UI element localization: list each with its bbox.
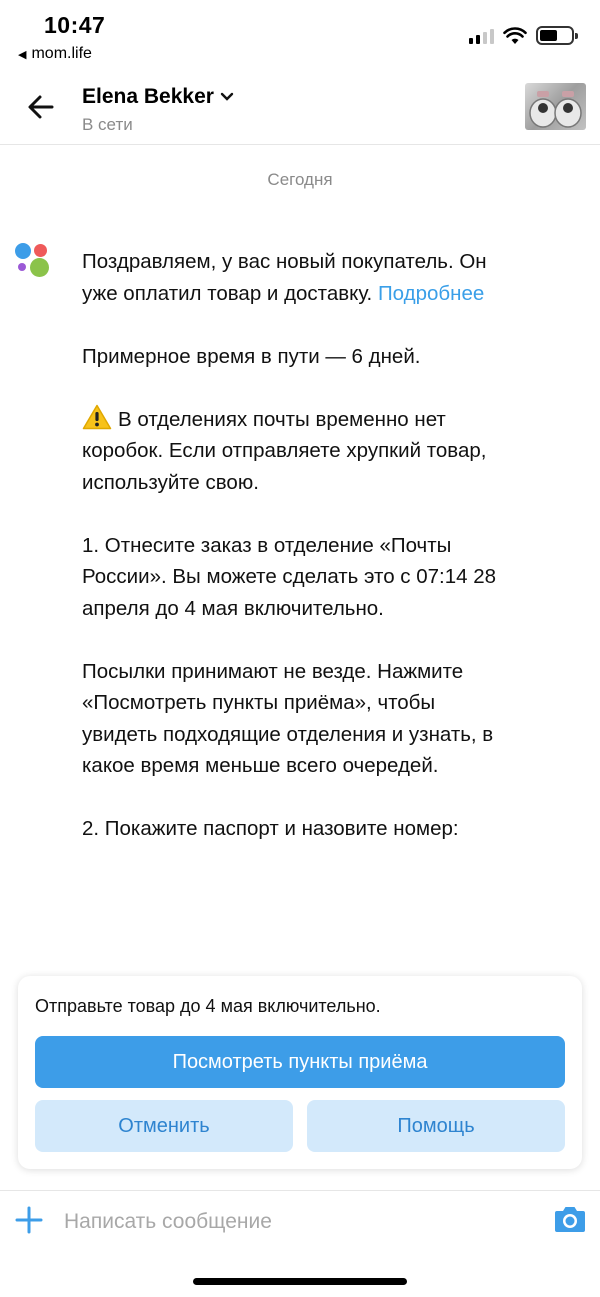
view-pickup-points-button[interactable]: Посмотреть пункты приёма: [35, 1036, 565, 1088]
action-card: [18, 976, 582, 1169]
message-paragraph-step1: 1. Отнесите заказ в отделение «Почты России». Вы можете сделать это с 07:14 28 апреля до 4 мая включительно.: [82, 533, 497, 620]
help-button[interactable]: Помощь: [307, 1100, 565, 1152]
service-logo-icon: [15, 241, 51, 277]
message-paragraph-step2: 2. Покажите паспорт и назовите номер:: [82, 817, 459, 840]
cellular-signal-icon: [469, 28, 494, 44]
cancel-button[interactable]: Отменить: [35, 1100, 293, 1152]
status-bar: [0, 0, 600, 70]
back-to-app-link[interactable]: [18, 45, 92, 63]
home-indicator[interactable]: [193, 1278, 407, 1285]
action-card-text: Отправьте товар до 4 мая включительно.: [35, 996, 381, 1016]
battery-icon: [536, 26, 574, 45]
message-composer: [0, 1190, 600, 1252]
chevron-down-icon: [220, 92, 234, 102]
back-arrow-icon[interactable]: [24, 90, 58, 124]
message-paragraph-eta: Примерное время в пути — 6 дней.: [82, 344, 421, 368]
plus-icon[interactable]: [14, 1205, 44, 1235]
back-app-name: mom.life: [31, 45, 92, 62]
message-input[interactable]: [64, 1204, 534, 1240]
status-icons: [469, 26, 574, 45]
date-separator: Сегодня: [267, 170, 333, 189]
back-triangle-icon: ◀: [18, 49, 27, 61]
message-paragraph-warning: В отделениях почты временно нет коробок. Если отправляете хрупкий товар, используйте свою.: [82, 404, 502, 499]
message-paragraph-pickup: Посылки принимают не везде. Нажмите «Посмотреть пункты приёма», чтобы увидеть подходящие отделения и узнать, в какое время меньше всего очередей.: [82, 659, 494, 777]
chat-header: [0, 70, 600, 145]
status-time: 10:47: [44, 12, 106, 38]
contact-name-dropdown[interactable]: [82, 85, 234, 109]
contact-status: В сети: [82, 115, 133, 134]
details-link[interactable]: Подробнее: [377, 281, 485, 305]
message-paragraph-intro: Поздравляем, у вас новый покупатель. Он уже оплатил товар и доставку. Подробнее: [82, 250, 487, 305]
product-thumbnail[interactable]: [525, 83, 586, 130]
camera-icon[interactable]: [554, 1205, 586, 1233]
warning-icon: [82, 404, 112, 430]
wifi-icon: [503, 27, 527, 45]
message-bubble: [82, 246, 502, 876]
contact-name: Elena Bekker: [82, 85, 214, 108]
